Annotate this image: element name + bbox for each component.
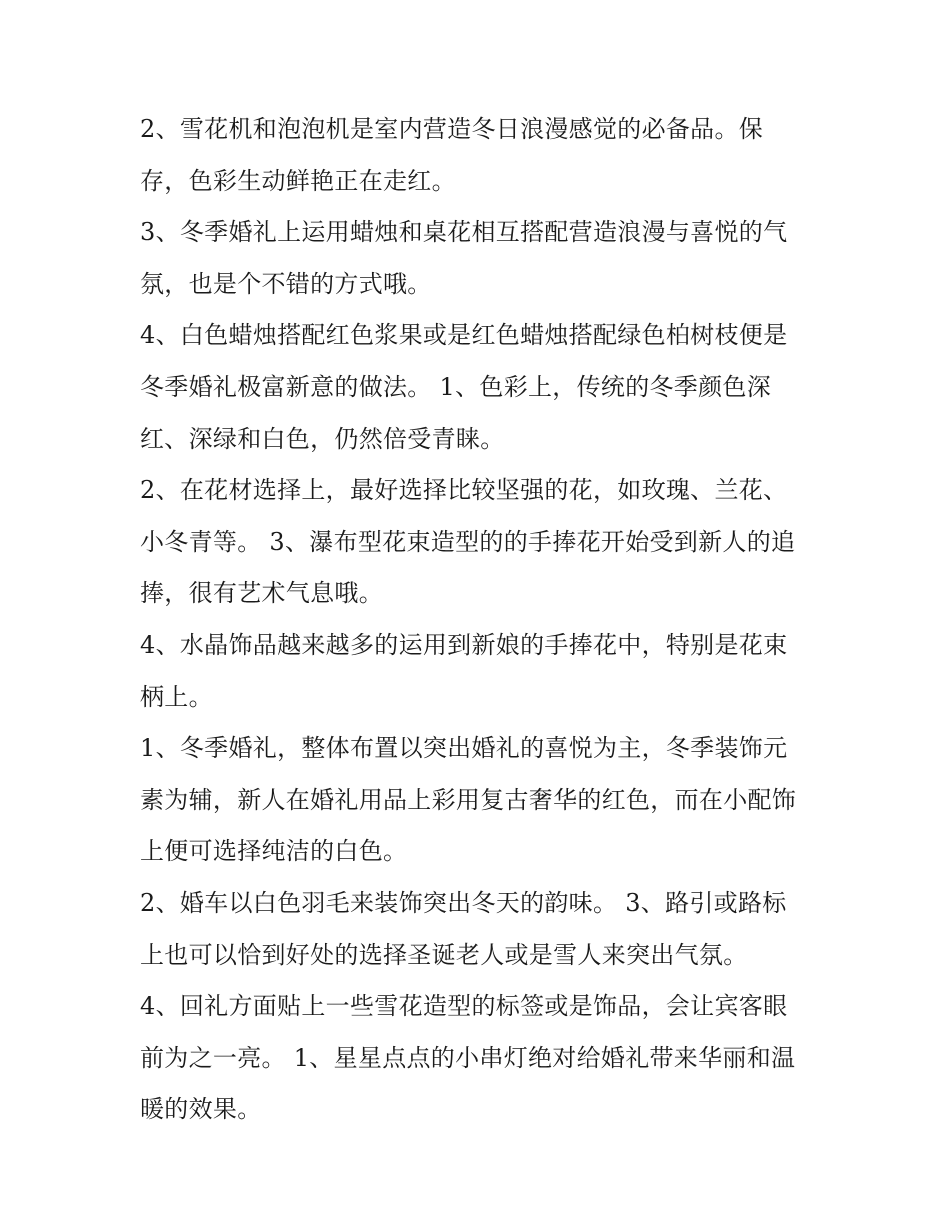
text-line: 3、冬季婚礼上运用蜡烛和桌花相互搭配营造浪漫与喜悦的气 <box>140 218 788 247</box>
text-line: 小冬青等。 3、瀑布型花束造型的的手捧花开始受到新人的追 <box>140 527 796 556</box>
document-body <box>140 104 830 1136</box>
text-line: 暖的效果。 <box>140 1095 262 1124</box>
text-line: 前为之一亮。 1、星星点点的小串灯绝对给婚礼带来华丽和温 <box>140 1043 796 1072</box>
text-line: 素为辅，新人在婚礼用品上彩用复古奢华的红色，而在小配饰 <box>140 785 797 814</box>
text-line: 4、回礼方面贴上一些雪花造型的标签或是饰品，会让宾客眼 <box>140 992 788 1021</box>
text-line: 上也可以恰到好处的选择圣诞老人或是雪人来突出气氛。 <box>140 940 748 969</box>
text-line: 上便可选择纯洁的白色。 <box>140 837 408 866</box>
text-line: 4、白色蜡烛搭配红色浆果或是红色蜡烛搭配绿色柏树枝便是 <box>140 321 788 350</box>
text-line: 存，色彩生动鲜艳正在走红。 <box>140 166 456 195</box>
text-line: 冬季婚礼极富新意的做法。 1、色彩上，传统的冬季颜色深 <box>140 372 771 401</box>
text-line: 2、在花材选择上，最好选择比较坚强的花，如玫瑰、兰花、 <box>140 476 788 505</box>
text-line: 捧，很有艺术气息哦。 <box>140 579 383 608</box>
text-line: 柄上。 <box>140 682 213 711</box>
text-line: 2、婚车以白色羽毛来装饰突出冬天的韵味。 3、路引或路标 <box>140 888 787 917</box>
text-line: 2、雪花机和泡泡机是室内营造冬日浪漫感觉的必备品。保 <box>140 115 764 143</box>
text-line: 1、冬季婚礼，整体布置以突出婚礼的喜悦为主，冬季装饰元 <box>140 734 788 763</box>
text-line: 4、水晶饰品越来越多的运用到新娘的手捧花中，特别是花束 <box>140 630 788 659</box>
text-line: 氛，也是个不错的方式哦。 <box>140 269 432 298</box>
text-line: 红、深绿和白色，仍然倍受青睐。 <box>140 424 505 453</box>
